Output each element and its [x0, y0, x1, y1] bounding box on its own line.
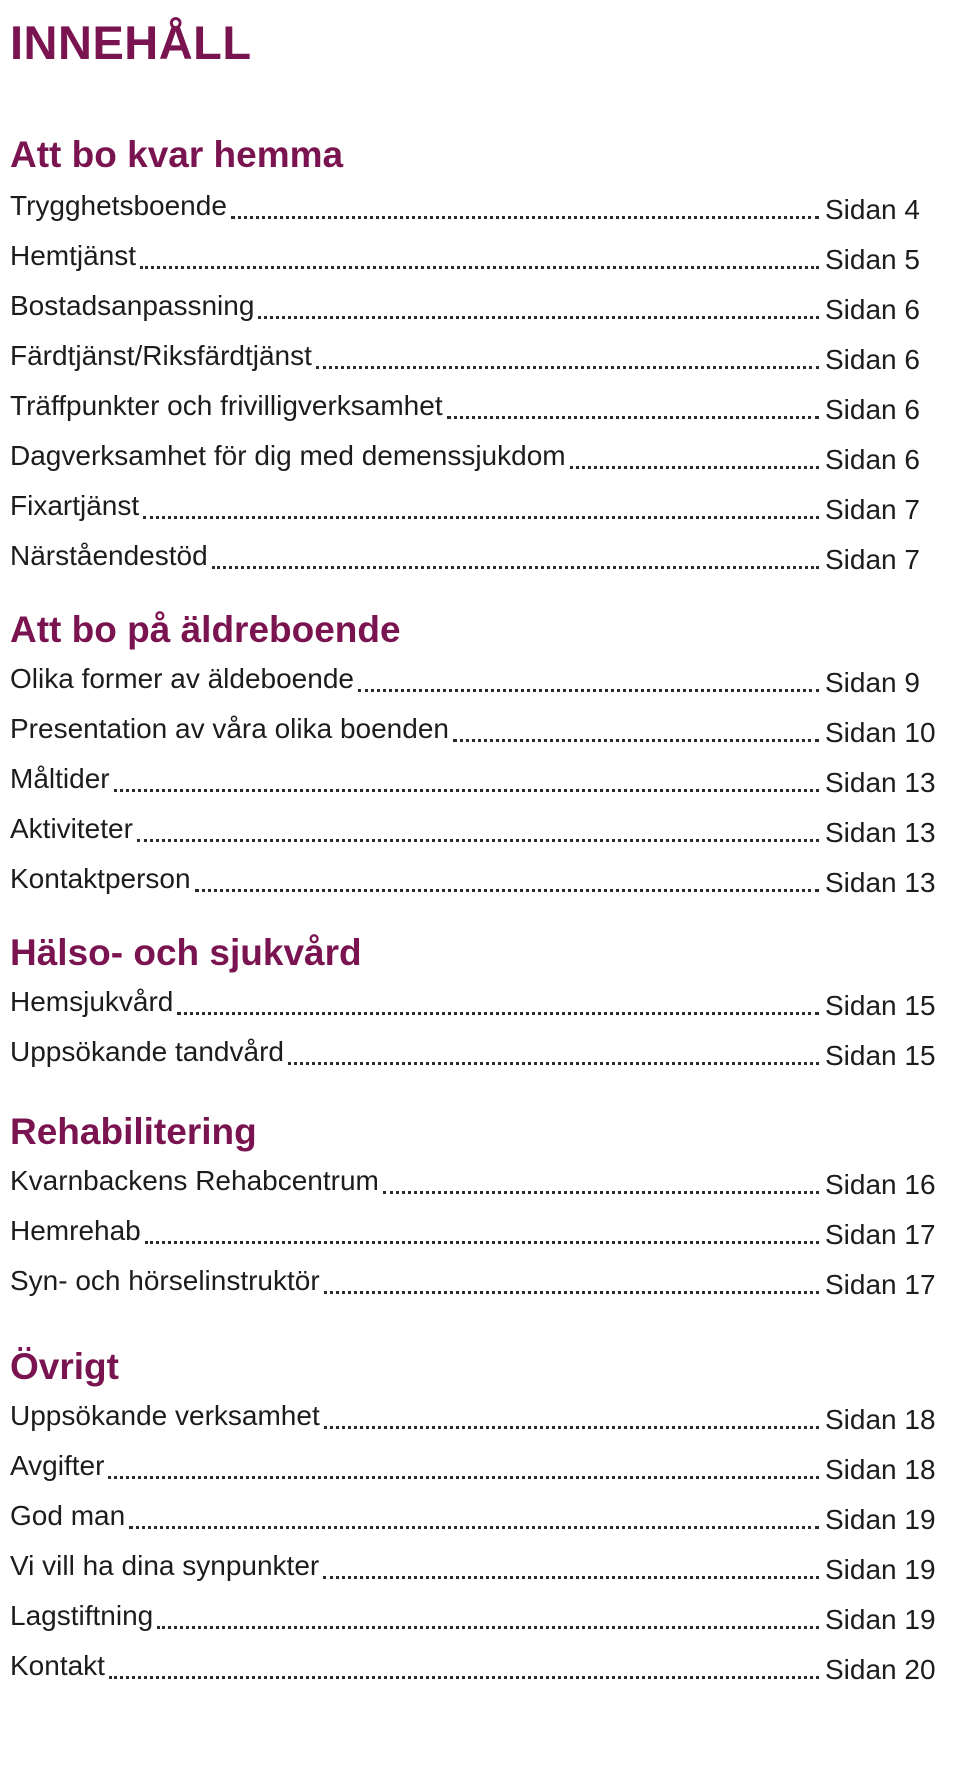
- dot-leader: [258, 289, 819, 323]
- entry-label: Närståendestöd: [10, 539, 212, 573]
- toc-entry[interactable]: [10, 662, 950, 712]
- toc-entry[interactable]: [10, 1164, 950, 1214]
- entry-label: Dagverksamhet för dig med demenssjukdom: [10, 439, 570, 473]
- entry-page-number: Sidan 18: [825, 1454, 936, 1485]
- dot-leader: [288, 1035, 819, 1069]
- entry-label: Fixartjänst: [10, 489, 143, 523]
- section-heading: Övrigt: [10, 1346, 119, 1387]
- entry-label: Avgifter: [10, 1449, 108, 1483]
- dot-leader: [145, 1214, 819, 1248]
- entry-list: [10, 985, 950, 1085]
- section-heading: Att bo kvar hemma: [10, 134, 344, 175]
- entry-page-number: Sidan 17: [825, 1219, 936, 1250]
- section-heading: Hälso- och sjukvård: [10, 932, 362, 973]
- entry-page-number: Sidan 7: [825, 494, 920, 525]
- dot-leader: [358, 662, 819, 696]
- entry-page-number: Sidan 9: [825, 667, 920, 698]
- toc-entry[interactable]: [10, 1264, 950, 1314]
- toc-entry[interactable]: [10, 1549, 950, 1599]
- entry-page-number: Sidan 5: [825, 244, 920, 275]
- entry-page-number: Sidan 17: [825, 1269, 936, 1300]
- entry-page-number: Sidan 13: [825, 817, 936, 848]
- toc-entry[interactable]: [10, 985, 950, 1035]
- dot-leader: [143, 489, 819, 523]
- toc-entry[interactable]: [10, 1214, 950, 1264]
- toc-entry[interactable]: [10, 762, 950, 812]
- entry-page-number: Sidan 16: [825, 1169, 936, 1200]
- entry-page-number: Sidan 6: [825, 444, 920, 475]
- dot-leader: [129, 1499, 819, 1533]
- dot-leader: [108, 1449, 819, 1483]
- entry-page-number: Sidan 4: [825, 194, 920, 225]
- section-ovrigt: [10, 1347, 950, 1699]
- entry-label: Lagstiftning: [10, 1599, 157, 1633]
- toc-entry[interactable]: [10, 1449, 950, 1499]
- entry-page-number: Sidan 13: [825, 867, 936, 898]
- toc-entry[interactable]: [10, 1035, 950, 1085]
- entry-label: Måltider: [10, 762, 114, 796]
- toc-entry[interactable]: [10, 289, 950, 339]
- entry-label: Syn- och hörselinstruktör: [10, 1264, 324, 1298]
- toc-entry[interactable]: [10, 862, 950, 912]
- entry-page-number: Sidan 13: [825, 767, 936, 798]
- entry-label: Bostadsanpassning: [10, 289, 258, 323]
- entry-label: Uppsökande tandvård: [10, 1035, 288, 1069]
- entry-list: [10, 662, 950, 912]
- dot-leader: [157, 1599, 819, 1633]
- dot-leader: [323, 1549, 819, 1583]
- entry-label: Kontaktperson: [10, 862, 195, 896]
- entry-label: Hemsjukvård: [10, 985, 177, 1019]
- toc-entry[interactable]: [10, 812, 950, 862]
- entry-page-number: Sidan 6: [825, 344, 920, 375]
- dot-leader: [109, 1649, 819, 1683]
- entry-label: Aktiviteter: [10, 812, 137, 846]
- entry-label: Trygghetsboende: [10, 189, 231, 223]
- entry-list: [10, 189, 950, 589]
- section-att-bo-pa-aldreboende: [10, 610, 950, 912]
- toc-entry[interactable]: [10, 712, 950, 762]
- entry-page-number: Sidan 19: [825, 1504, 936, 1535]
- entry-label: Kvarnbackens Rehabcentrum: [10, 1164, 383, 1198]
- dot-leader: [231, 189, 819, 223]
- entry-label: Träffpunkter och frivilligverksamhet: [10, 389, 447, 423]
- dot-leader: [195, 862, 819, 896]
- toc-entry[interactable]: [10, 1399, 950, 1449]
- dot-leader: [137, 812, 819, 846]
- entry-page-number: Sidan 18: [825, 1404, 936, 1435]
- toc-entry[interactable]: [10, 389, 950, 439]
- dot-leader: [177, 985, 819, 1019]
- entry-label: Hemrehab: [10, 1214, 145, 1248]
- dot-leader: [570, 439, 819, 473]
- entry-label: God man: [10, 1499, 129, 1533]
- section-rehabilitering: [10, 1112, 950, 1314]
- entry-page-number: Sidan 15: [825, 990, 936, 1021]
- entry-label: Kontakt: [10, 1649, 109, 1683]
- toc-entry[interactable]: [10, 539, 950, 589]
- entry-page-number: Sidan 6: [825, 294, 920, 325]
- dot-leader: [324, 1399, 819, 1433]
- entry-label: Presentation av våra olika boenden: [10, 712, 453, 746]
- entry-page-number: Sidan 6: [825, 394, 920, 425]
- table-of-contents: [10, 0, 950, 1699]
- dot-leader: [383, 1164, 819, 1198]
- entry-page-number: Sidan 7: [825, 544, 920, 575]
- dot-leader: [316, 339, 819, 373]
- toc-entry[interactable]: [10, 239, 950, 289]
- toc-entry[interactable]: [10, 1649, 950, 1699]
- entry-label: Vi vill ha dina synpunkter: [10, 1549, 323, 1583]
- entry-page-number: Sidan 15: [825, 1040, 936, 1071]
- entry-list: [10, 1164, 950, 1314]
- dot-leader: [453, 712, 819, 746]
- toc-entry[interactable]: [10, 339, 950, 389]
- page-title: INNEHÅLL: [10, 16, 252, 69]
- toc-entry[interactable]: [10, 1499, 950, 1549]
- dot-leader: [212, 539, 819, 573]
- toc-entry[interactable]: [10, 489, 950, 539]
- dot-leader: [324, 1264, 819, 1298]
- entry-label: Färdtjänst/Riksfärdtjänst: [10, 339, 316, 373]
- section-halso-och-sjukvard: [10, 933, 950, 1085]
- entry-page-number: Sidan 19: [825, 1554, 936, 1585]
- entry-label: Olika former av äldeboende: [10, 662, 358, 696]
- entry-list: [10, 1399, 950, 1699]
- section-heading: Rehabilitering: [10, 1111, 257, 1152]
- toc-entry[interactable]: [10, 1599, 950, 1649]
- entry-page-number: Sidan 19: [825, 1604, 936, 1635]
- dot-leader: [114, 762, 819, 796]
- toc-entry[interactable]: [10, 439, 950, 489]
- entry-page-number: Sidan 10: [825, 717, 936, 748]
- toc-entry[interactable]: [10, 189, 950, 239]
- entry-label: Uppsökande verksamhet: [10, 1399, 324, 1433]
- entry-label: Hemtjänst: [10, 239, 140, 273]
- section-heading: Att bo på äldreboende: [10, 609, 401, 650]
- dot-leader: [140, 239, 819, 273]
- section-att-bo-kvar-hemma: [10, 135, 950, 589]
- entry-page-number: Sidan 20: [825, 1654, 936, 1685]
- dot-leader: [447, 389, 819, 423]
